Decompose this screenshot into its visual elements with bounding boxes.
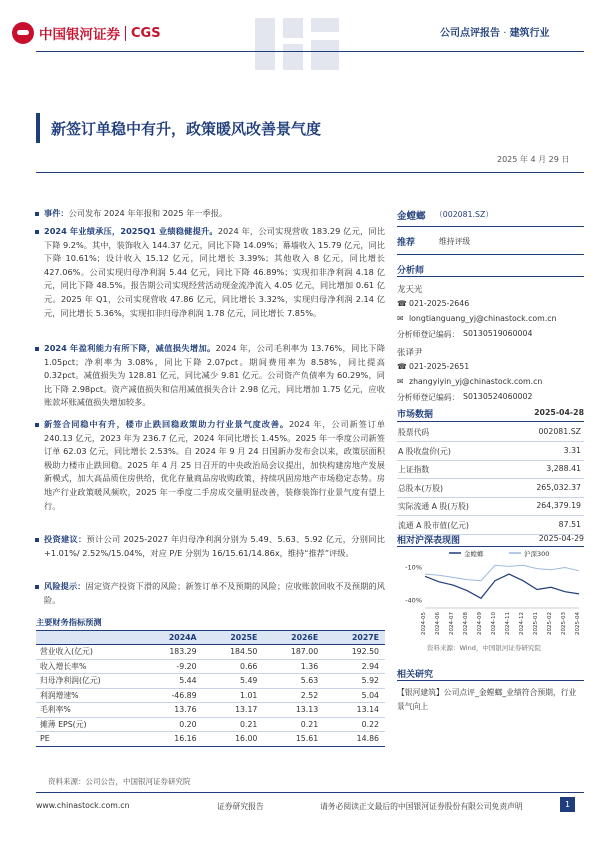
analyst-phone: 021-2025-2646 xyxy=(409,299,470,308)
table-cell: 16.16 xyxy=(141,732,203,747)
table-header-cell xyxy=(36,631,141,645)
analyst-name: 龙天光 xyxy=(397,285,423,295)
brand-logo xyxy=(12,22,161,44)
series-line-0 xyxy=(425,574,579,598)
paragraph-investment: 投资建议：预计公司 2025-2027 年归母净利润分别为 5.49、5.63、5.92 亿元，分别同比+1.01%/ 2.52%/15.04%，对应 P/E 分别为 16/15.61/14.86x，维持“推荐”评级。 xyxy=(44,533,385,560)
table-cell: 5.44 xyxy=(141,674,203,689)
table-cell: 2.52 xyxy=(263,688,324,703)
x-tick-label: 2024-10 xyxy=(491,612,497,635)
table-cell: -46.89 xyxy=(141,688,203,703)
market-date: 2025-04-28 xyxy=(534,408,584,417)
row-label: 收入增长率% xyxy=(36,659,141,674)
table-row xyxy=(36,645,385,660)
table-row xyxy=(36,717,385,732)
table-cell: 1.01 xyxy=(203,688,264,703)
related-report-link[interactable]: 【银河建筑】公司点评_金螳螂_业绩符合预期，行业 xyxy=(397,688,577,697)
market-value: 265,032.37 xyxy=(536,482,581,492)
paragraph-performance: 2024 年业绩承压，2025Q1 业绩稳健提升。2024 年，公司实现营收 183.29 亿元，同比下降 9.2%。其中，装饰收入 144.37 亿元，同比下降 14.09%；幕墙收入 15.79 亿元，同比下降 10.61%；设计收入 15.12 亿元，同比增长 3.39%；其他收入 8 亿元，同比增长 427.06%。公司实现归母净利润 5.44 亿元，同比下降 46.89%；实现扣非净利润 4.18 亿元，同比下降 48.5%。报告期公司实现经营活动现金流净流入 4.05 亿元，同比增加 0.61 亿元。2025 年 Q1，公司实现营收 47.86 亿元，同比增长 3.32%，实现归母净利润 2.14 亿元，同比增长 5.36%，实现扣非归母净利润 1.78 亿元，同比增长 7.85%。 xyxy=(44,225,385,320)
x-tick-label: 2025-01 xyxy=(533,612,539,635)
related-heading: 相关研究 xyxy=(397,670,434,680)
x-tick-label: 2024-05 xyxy=(421,612,427,635)
table-cell: 2.94 xyxy=(324,659,385,674)
bullet-icon xyxy=(35,538,39,542)
phone-icon: ☎ xyxy=(397,299,407,308)
footer-disclaimer: 请务必阅读正文最后的中国银河证券股份有限公司免责声明 xyxy=(320,802,523,811)
stock-code: （002081.SZ） xyxy=(435,210,494,219)
market-value: 002081.SZ xyxy=(538,427,581,436)
row-label: 摊薄 EPS(元) xyxy=(36,717,141,732)
footer-divider xyxy=(36,792,584,793)
analyst-email[interactable]: zhangyiyin_yj@chinastock.com.cn xyxy=(409,377,543,386)
row-label: 归母净利润(亿元) xyxy=(36,674,141,689)
header-divider xyxy=(36,51,584,52)
x-tick-label: 2024-07 xyxy=(449,612,455,635)
bullet-icon xyxy=(35,212,39,216)
market-label: 上证指数 xyxy=(398,465,430,474)
email-icon: ✉ xyxy=(397,377,404,386)
report-title: 新签订单稳中有升，政策暖风改善景气度 xyxy=(51,120,322,138)
market-value: 87.51 xyxy=(558,519,581,529)
table-row xyxy=(36,674,385,689)
market-row xyxy=(397,497,584,516)
chart-date: 2025-04-29 xyxy=(538,534,584,543)
market-value: 3.31 xyxy=(563,445,581,455)
market-label: 流通 A 股市值(亿元) xyxy=(398,520,469,530)
table-header-cell: 2027E xyxy=(324,631,385,645)
rating-value: 维持评级 xyxy=(439,237,471,246)
table-cell: 14.86 xyxy=(324,732,385,747)
bullet-icon xyxy=(35,585,39,589)
market-label: A 股收盘价(元) xyxy=(398,446,451,456)
report-type: 公司点评报告 · 建筑行业 xyxy=(440,28,550,39)
table-row xyxy=(36,703,385,718)
analyst-heading: 分析师 xyxy=(397,266,425,276)
table-cell: 15.61 xyxy=(263,732,324,747)
paragraph-event: 事件：公司发布 2024 年年报和 2025 年一季报。 xyxy=(44,207,385,221)
table-cell: 16.00 xyxy=(203,732,264,747)
paragraph-new-contracts: 新签合同稳中有升，楼市止跌回稳政策助力行业景气度改善。2024 年，公司新签订单 240.13 亿元，2023 年为 236.7 亿元，2024 年同比增长 1.45%。2025 年一季度公司新签订单 62.03 亿元，同比增长 2.53%。自 2024 年 9 月 24 日国新办发布会以来，政策层面积极助力楼市止跌回稳。2025 年 4 月 25 日召开的中央政治局会议提出，加快构建房地产发展新模式，加大高品质住房供给，优化存量商品房收购政策，持续巩固房地产市场稳定态势。房地产行业政策暖风频吹，2025 年一季度二手房成交量明显改善，装修装饰行业景气度有望上行。 xyxy=(44,418,385,513)
table-row xyxy=(36,659,385,674)
chart-heading: 相对沪深表现图 xyxy=(397,536,461,546)
row-label: 毛利率% xyxy=(36,703,141,718)
y-tick-label: -40% xyxy=(405,596,422,605)
market-row xyxy=(397,423,584,442)
table-cell: 0.21 xyxy=(203,717,264,732)
market-row xyxy=(397,460,584,479)
page-number: 1 xyxy=(560,797,575,812)
analyst-email[interactable]: longtianguang_yj@chinastock.com.cn xyxy=(409,314,557,323)
table-cell: 184.50 xyxy=(203,645,264,660)
row-label: 利润增速% xyxy=(36,688,141,703)
table-header-cell: 2025E xyxy=(203,631,264,645)
market-heading: 市场数据 xyxy=(397,410,434,420)
x-tick-label: 2025-04 xyxy=(575,612,581,635)
table-cell: 13.13 xyxy=(263,703,324,718)
publish-date: 2025 年 4 月 29 日 xyxy=(497,155,570,164)
divider xyxy=(397,546,584,547)
table-row xyxy=(36,688,385,703)
table-source: 资料来源：公司公告，中国银河证券研究院 xyxy=(48,777,191,786)
table-title: 主要财务指标预测 xyxy=(36,617,102,627)
galaxy-logo-icon xyxy=(12,22,34,44)
x-tick-label: 2024-09 xyxy=(477,612,483,635)
divider xyxy=(397,226,584,227)
brand-name-en: CGS xyxy=(125,26,161,41)
x-tick-label: 2024-06 xyxy=(435,612,441,635)
company-name: 金螳螂 xyxy=(397,211,426,222)
table-cell: 5.04 xyxy=(324,688,385,703)
market-label: 实际流通 A 股(万股) xyxy=(398,502,469,511)
phone-icon: ☎ xyxy=(397,362,407,371)
footer-center: 证券研究报告 xyxy=(217,802,264,811)
footer-website[interactable]: www.chinastock.com.cn xyxy=(36,801,130,810)
analyst-name: 张译尹 xyxy=(397,348,423,358)
market-label: 股票代码 xyxy=(398,428,430,437)
table-cell: 0.66 xyxy=(203,659,264,674)
divider xyxy=(397,276,584,277)
analyst-reg-label: 分析师登记编码： xyxy=(397,393,460,402)
table-cell: 1.36 xyxy=(263,659,324,674)
related-report-link-cont[interactable]: 景气向上 xyxy=(397,702,429,711)
market-label: 总股本(万股) xyxy=(398,483,444,493)
table-cell: 5.49 xyxy=(203,674,264,689)
market-row xyxy=(397,479,584,498)
table-cell: 192.50 xyxy=(324,645,385,660)
table-cell: 0.21 xyxy=(263,717,324,732)
legend-label: 金螳螂 xyxy=(464,550,484,558)
x-tick-label: 2024-08 xyxy=(463,612,469,635)
analyst-reg-label: 分析师登记编码： xyxy=(397,330,460,339)
chart-source: 资料来源：Wind，中国银河证券研究院 xyxy=(427,644,541,652)
divider xyxy=(397,254,584,255)
bullet-icon xyxy=(35,230,39,234)
table-cell: -9.20 xyxy=(141,659,203,674)
bullet-icon xyxy=(35,347,39,351)
row-label: 营业收入(亿元) xyxy=(36,645,141,660)
title-accent-bar xyxy=(36,113,40,143)
table-cell: 13.14 xyxy=(324,703,385,718)
market-row xyxy=(397,516,584,535)
x-tick-label: 2024-11 xyxy=(505,612,511,635)
title-divider xyxy=(36,172,584,173)
table-cell: 183.29 xyxy=(141,645,203,660)
rating-label: 推荐 xyxy=(397,238,416,248)
bullet-icon xyxy=(35,423,39,427)
row-label: PE xyxy=(36,732,141,747)
analyst-reg: S0130524060002 xyxy=(463,392,533,401)
cgs-watermark-icon xyxy=(245,10,350,78)
brand-name-cn: 中国银河证券 xyxy=(39,27,120,43)
market-value: 3,288.41 xyxy=(546,464,581,473)
x-tick-label: 2024-12 xyxy=(519,612,525,635)
table-cell: 5.63 xyxy=(263,674,324,689)
table-cell: 0.20 xyxy=(141,717,203,732)
market-row xyxy=(397,442,584,461)
divider xyxy=(397,421,584,422)
divider xyxy=(397,680,584,681)
table-cell: 13.76 xyxy=(141,703,203,718)
market-value: 264,379.19 xyxy=(536,501,581,510)
table-header-cell: 2024A xyxy=(141,631,203,645)
table-cell: 0.22 xyxy=(324,717,385,732)
table-cell: 187.00 xyxy=(263,645,324,660)
series-line-1 xyxy=(425,565,579,580)
analyst-phone: 021-2025-2651 xyxy=(409,362,470,371)
table-cell: 13.17 xyxy=(203,703,264,718)
table-cell: 5.92 xyxy=(324,674,385,689)
paragraph-profitability: 2024 年盈利能力有所下降，减值损失增加。2024 年，公司毛利率为 13.76%，同比下降 1.05pct；净利率为 3.08%，同比下降 2.07pct。期间费用率为 8.58%，同比提高 0.32pct。减值损失为 128.81 亿元，同比减少 9.81 亿元。公司资产负债率为 60.29%，同比下降 2.98pct。资产减值损失和信用减值损失合计 2.98 亿元，同比增加 1.75 亿元，应收账款坏账减值损失增加较多。 xyxy=(44,342,385,410)
table-header-row xyxy=(36,631,385,645)
paragraph-risk: 风险提示：固定资产投资下滑的风险；新签订单不及预期的风险；应收账款回收不及预期的风险。 xyxy=(44,580,385,607)
relative-performance-chart xyxy=(397,548,584,640)
table-header-cell: 2026E xyxy=(263,631,324,645)
email-icon: ✉ xyxy=(397,314,404,323)
x-tick-label: 2025-03 xyxy=(561,612,567,635)
x-tick-label: 2025-02 xyxy=(547,612,553,635)
legend-label: 沪深300 xyxy=(524,550,550,558)
table-row xyxy=(36,732,385,747)
y-tick-label: -10% xyxy=(405,563,422,572)
analyst-reg: S0130519060004 xyxy=(463,329,533,338)
financial-forecast-table xyxy=(36,630,385,747)
report-header xyxy=(0,0,595,85)
